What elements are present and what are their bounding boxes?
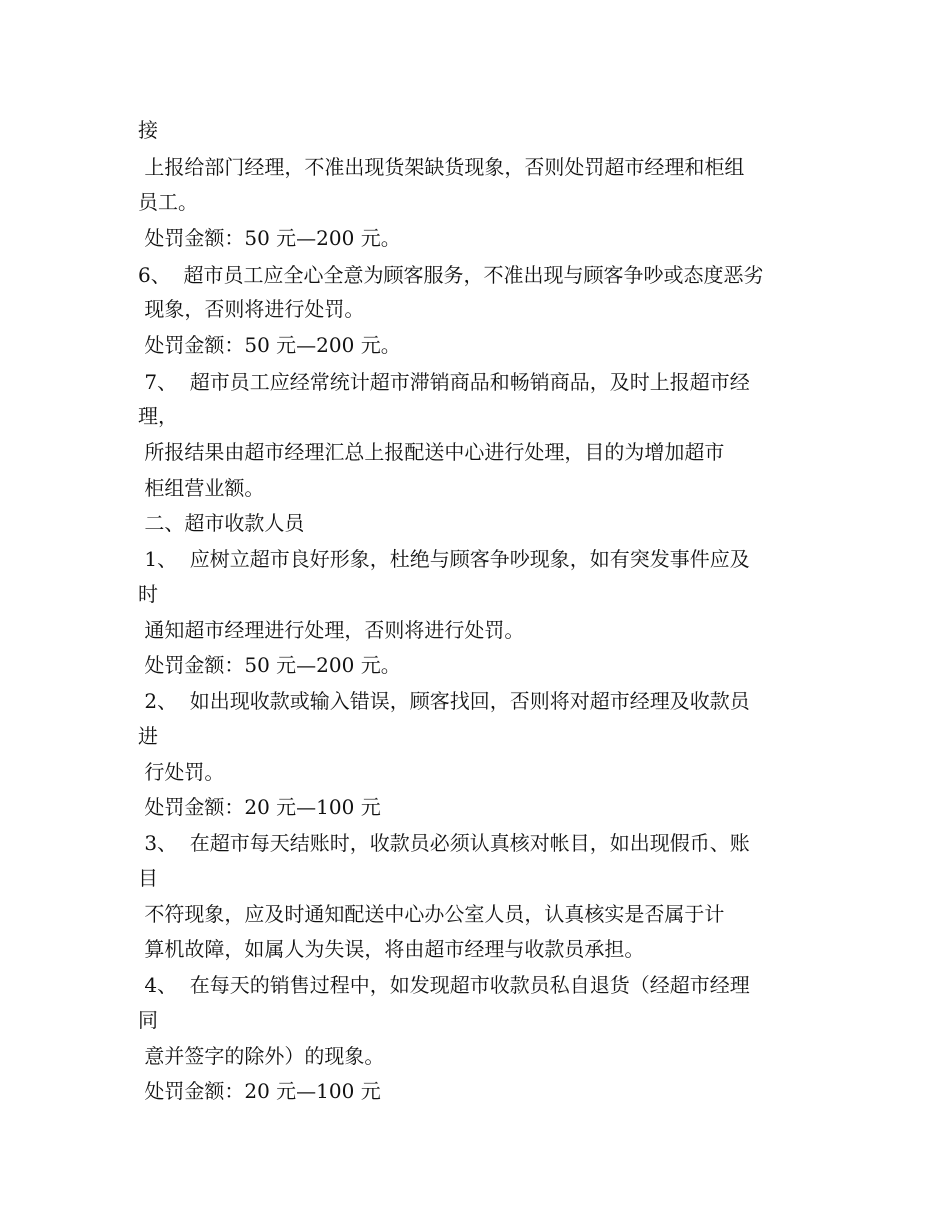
- text-line: 目: [138, 866, 158, 890]
- text-line: 柜组营业额。: [138, 476, 265, 500]
- text-line: 接: [138, 118, 158, 142]
- text-line: 2、 如出现收款或输入错误，顾客找回，否则将对超市经理及收款员: [138, 689, 750, 713]
- text-line: 处罚金额：20 元—100 元: [138, 1079, 381, 1103]
- text-line: 算机故障，如属人为失误，将由超市经理与收款员承担。: [138, 937, 645, 961]
- text-line: 不符现象，应及时通知配送中心办公室人员，认真核实是否属于计: [138, 902, 725, 926]
- text-line: 上报给部门经理，不准出现货架缺货现象，否则处罚超市经理和柜组: [138, 155, 745, 179]
- text-line: 时: [138, 582, 158, 606]
- text-line: 6、 超市员工应全心全意为顾客服务，不准出现与顾客争吵或态度恶劣: [138, 263, 764, 287]
- text-line: 1、 应树立超市良好形象，杜绝与顾客争吵现象，如有突发事件应及: [138, 547, 750, 571]
- text-line: 行处罚。: [138, 760, 225, 784]
- text-line: 同: [138, 1008, 158, 1032]
- text-line: 处罚金额：20 元—100 元: [138, 795, 381, 819]
- section-heading: 二、超市收款人员: [138, 511, 305, 535]
- text-line: 意并签字的除外）的现象。: [138, 1044, 385, 1068]
- text-line: 4、 在每天的销售过程中，如发现超市收款员私自退货（经超市经理: [138, 973, 750, 997]
- text-line: 现象，否则将进行处罚。: [138, 297, 365, 321]
- text-line: 7、 超市员工应经常统计超市滞销商品和畅销商品，及时上报超市经: [138, 370, 750, 394]
- text-line: 3、 在超市每天结账时，收款员必须认真核对帐目，如出现假币、账: [138, 831, 750, 855]
- text-line: 处罚金额：50 元—200 元。: [138, 226, 401, 250]
- text-line: 所报结果由超市经理汇总上报配送中心进行处理，目的为增加超市: [138, 440, 725, 464]
- text-line: 进: [138, 724, 158, 748]
- text-line: 通知超市经理进行处理，否则将进行处罚。: [138, 618, 525, 642]
- text-line: 处罚金额：50 元—200 元。: [138, 333, 401, 357]
- text-line: 处罚金额：50 元—200 元。: [138, 653, 401, 677]
- text-line: 理，: [138, 404, 178, 428]
- text-line: 员工。: [138, 190, 198, 214]
